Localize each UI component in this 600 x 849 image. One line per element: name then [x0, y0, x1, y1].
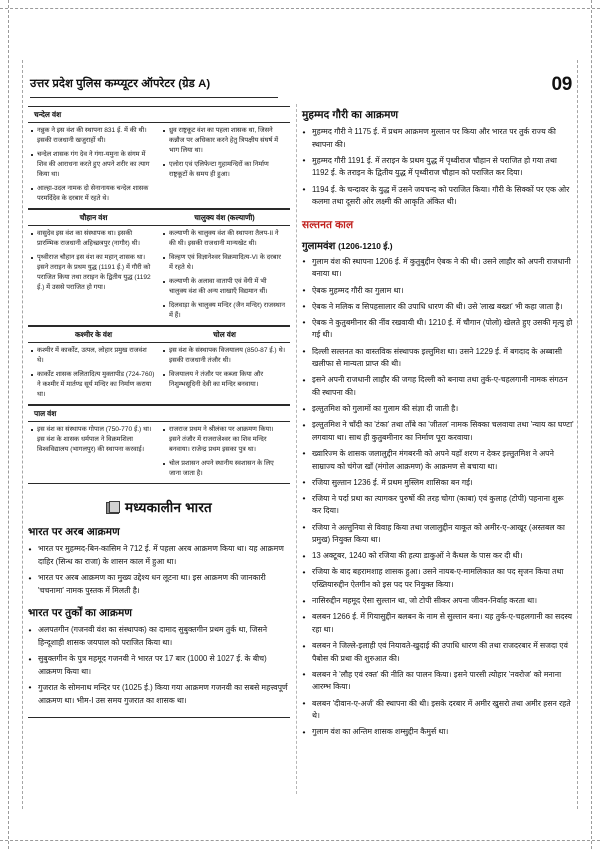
list-item: विजयालय ने तंजौर पर कब्जा किया और निशुम्भसूदिनी देवी का मन्दिर बनवाया। [162, 370, 286, 390]
list-item: कश्मीर में कार्कोट, उत्पल, लोहार प्रमुख राजवंश थे। [30, 346, 155, 366]
right-column [302, 106, 574, 742]
section-heading: भारत पर अरब आक्रमण [28, 526, 120, 539]
table-row [28, 226, 290, 326]
slave-dynasty-years: (1206-1210 ई.) [338, 240, 393, 251]
list-item: • मुहम्मद गौरी 1191 ई. में तराइन के प्रथम युद्ध में पृथ्वीराज चौहान से पराजित हो गया तथा 1192 ई. के तराइन के द्वितीय युद्ध में पृथ्वीराज चौहान को पराजित कर दिया। [302, 155, 574, 180]
section-heading: मुहम्मद गौरी का आक्रमण [302, 109, 399, 121]
list-item: चोल प्रशासन अपने स्थानीय स्वशासन के लिए जाना जाता है। [162, 459, 286, 479]
list-item: • रजिया ने अल्तुनिया से विवाह किया तथा जलालुद्दीन याकूत को अमीर-ए-आखूर (अस्तबल का प्रमुख) नियुक्त किया था। [302, 522, 574, 547]
dynasty-table-pal [28, 405, 290, 484]
list-item: • भारत पर मुहम्मद-बिन-कासिम ने 712 ई. में पहला अरब आक्रमण किया था। यह आक्रमण दाहिर (सिन्ध का राजा) के शासन काल में हुआ था। [28, 543, 290, 568]
list-item: • नासिरुद्दीन महमूद ऐसा सुल्तान था, जो टोपी सीकर अपना जीवन-निर्वाह करता था। [302, 595, 574, 608]
page-number: 09 [551, 74, 572, 95]
banner-title: मध्यकालीन भारत [125, 500, 212, 516]
table-cell-right [159, 123, 290, 209]
list-item: • 1194 ई. के चन्दावर के युद्ध में उसने जयचन्द को पराजित किया। गौरी के सिक्कों पर एक ओर कलमा तथा दूसरी ओर लक्ष्मी की आकृति अंकित थी। [302, 184, 574, 209]
list-item: • सुबुक्तगीन के पुत्र महमूद गजनवी ने भारत पर 17 बार (1000 से 1027 ई. के बीच) आक्रमण किया था। [28, 653, 290, 678]
list-item: • बलबन 1266 ई. में गियासुद्दीन बलबन के नाम से सुल्तान बना। यह तुर्क-ए-चहलगानी का सदस्य रहा था। [302, 611, 574, 636]
cell-bullet-list [162, 126, 286, 180]
table-cell-left [28, 343, 159, 405]
list-item: • गुलाम वंश का अन्तिम शासक शम्सुद्दीन कैमुर्स था। [302, 726, 574, 739]
table-row [28, 343, 290, 405]
page-title: उत्तर प्रदेश पुलिस कम्प्यूटर ऑपरेटर (ग्रेड A) [30, 78, 211, 90]
dynasty-table-kashmir-chola [28, 326, 290, 405]
list-item: कार्कोट शासक ललितादित्य मुक्तापीड (724-760) ने कश्मीर में मार्तण्ड सूर्य मन्दिर का निर्माण कराया था। [30, 370, 155, 400]
cell-bullet-list [162, 229, 286, 321]
column-header: चन्देल वंश [34, 109, 62, 119]
list-item: • रजिया सुल्तान 1236 ई. में प्रथम मुस्लिम शासिका बन गई। [302, 477, 574, 490]
list-item: चन्देल शासक गंग देव ने गंगा-यमुना के संगम में शिव की आराधना करते हुए अपने शरीर का त्याग किया था। [30, 150, 155, 180]
column-header: पाल वंश [34, 408, 57, 418]
list-item: • बलबन 'दीवान-ए-अर्ज' की स्थापना की थी। इसके दरबार में अमीर खुसरो तथा अमीर हसन रहते थे। [302, 698, 574, 723]
list-item: • बलबन ने जिल्ले-इलाही एवं नियावते-खुदाई की उपाधि धारण की तथा राजदरबार में सजदा एवं पैबोस की प्रथा की शुरुआत की। [302, 640, 574, 665]
table-cell-right [159, 422, 290, 484]
trim-mark-right [591, 0, 592, 849]
list-item: आल्हा-उदल नामक दो सेनानायक चन्देल शासक परमर्दिदेव के दरबार में रहते थे। [30, 184, 155, 204]
list-item: • बलबन ने 'लौह एवं रक्त' की नीति का पालन किया। इसने पारसी त्योहार 'नवरोज' को मनाना आरम्भ किया। [302, 669, 574, 694]
list-item: कल्याणी के अलावा वातापी एवं वेंगी में भी चालुक्य वंश की अन्य शाखाएँ विद्यमान थीं। [162, 277, 286, 297]
dynasty-table-chauhan-chalukya [28, 209, 290, 326]
list-item: ध्रुव राष्ट्रकूट वंश का पहला शासक था, जिसने कन्नौज पर अधिकार करने हेतु त्रिपक्षीय संघर्ष में भाग लिया था। [162, 126, 286, 156]
header-underline [30, 97, 278, 98]
list-item: वासुदेव इस वंश का संस्थापक था। इसकी प्रारम्भिक राजधानी अहिच्छत्रपुर (नागौर) थी। [30, 229, 155, 249]
column-divider [296, 104, 297, 794]
table-row [28, 123, 290, 209]
cell-bullet-list [30, 126, 155, 204]
list-item: • इसने अपनी राजधानी लाहौर की जगह दिल्ली को बनाया तथा तुर्क-ए-चहलगानी नामक संगठन की स्थापना की। [302, 374, 574, 399]
table-header-row [28, 107, 290, 123]
table-cell-right [159, 226, 290, 326]
right-prose-sections [302, 108, 574, 209]
table-header-row [28, 406, 290, 422]
list-item: • भारत पर अरब आक्रमण का मुख्य उद्देश्य धन लूटना था। इस आक्रमण की जानकारी 'चचनामा' नामक पुस्तक में मिलती है। [28, 572, 290, 597]
section-bullet-list [302, 126, 574, 209]
list-item: राजराज प्रथम ने श्रीलंका पर आक्रमण किया। इसने तंजौर में राजराजेश्वर का शिव मन्दिर बनवाया। राजेन्द्र प्रथम इसका पुत्र था। [162, 425, 286, 455]
list-item: • मुहम्मद गौरी ने 1175 ई. में प्रथम आक्रमण मुल्तान पर किया और भारत पर तुर्क राज्य की स्थापना की। [302, 126, 574, 151]
table-header-row [28, 327, 290, 343]
sultanate-bullet-list [302, 256, 574, 739]
column-header: चौहान वंश [79, 212, 108, 222]
list-item: • 13 अक्टूबर, 1240 को रजिया की हत्या डाकुओं ने कैथल के पास कर दी थी। [302, 550, 574, 563]
cell-bullet-list [162, 425, 286, 479]
section-bullet-list [28, 624, 290, 707]
book-icon [106, 501, 119, 513]
list-item: • रजिया के बाद बहरामशाह शासक हुआ। उसने नायब-ए-मामलिकात का पद सृजन किया तथा एख्तियारुद्दीन ऐतगीन को इस पद पर नियुक्त किया। [302, 566, 574, 591]
cell-bullet-list [162, 346, 286, 390]
trim-mark-top [0, 8, 600, 9]
list-item: कल्याणी के चालुक्य वंश की स्थापना तैलप-II ने की थी। इसकी राजधानी मान्यखेट थी। [162, 229, 286, 249]
section-banner [28, 498, 290, 516]
list-item: • इल्तुतमिश को गुलामों का गुलाम की संज्ञा दी जाती है। [302, 403, 574, 416]
inner-guide-left [22, 60, 23, 809]
list-item: • ऐबक ने कुतुबमीनार की नींव रखवायी थी। 1210 ई. में चौगान (पोलो) खेलते हुए उसकी मृत्यु हो गई थी। [302, 317, 574, 342]
list-item: • गुजरात के सोमनाथ मन्दिर पर (1025 ई.) किया गया आक्रमण गजनवी का सबसे महत्त्वपूर्ण आक्रमण था। भीम-I उस समय गुजरात का शासक था। [28, 682, 290, 707]
section-heading: भारत पर तुर्कों का आक्रमण [28, 607, 133, 620]
list-item: • रजिया ने पर्दा प्रथा का त्यागकर पुरुषों की तरह चोगा (काबा) एवं कुलाह (टोपी) पहनाना शुरू कर दिया। [302, 493, 574, 518]
list-item: विल्हण एवं विज्ञानेश्वर विक्रमादित्य-VI के दरबार में रहते थे। [162, 253, 286, 273]
slave-dynasty-label: गुलामवंश [302, 240, 336, 252]
inner-guide-right [577, 60, 578, 809]
list-item: इस वंश के संस्थापक विजयालय (850-87 ई.) थे। इसकी राजधानी तंजौर थी। [162, 346, 286, 366]
cell-bullet-list [30, 425, 155, 455]
list-item: पृथ्वीराज चौहान इस वंश का महान् शासक था। इसने तराइन के प्रथम युद्ध (1191 ई.) में गौरी को पराजित किया तथा तराइन के द्वितीय युद्ध (1192 ई.) में उससे पराजित हो गया। [30, 253, 155, 293]
list-item: • ख्वारिज्म के शासक जलालुद्दीन मंगबरनी को अपने यहाँ शरण न देकर इल्तुतमिश ने अपने साम्राज्य को चंगेज खाँ (मंगोल आक्रमण) के आक्रमण से बचाया था। [302, 448, 574, 473]
sultanate-heading: सल्तनत काल [302, 218, 354, 231]
column-header: चालुक्य वंश (कल्याणी) [194, 212, 255, 222]
list-item: इस वंश का संस्थापक गोपाल (750-770 ई.) था। इस वंश के शासक धर्मपाल ने विक्रमशिला विश्वविद्यालय (भागलपुर) की स्थापना करवाई। [30, 425, 155, 455]
dynasty-tables [28, 106, 290, 484]
section-bullet-list [28, 543, 290, 597]
column-header: चोल वंश [213, 329, 236, 339]
cell-bullet-list [30, 346, 155, 400]
list-item: • अलपतगीन (गजनवी वंश का संस्थापक) का दामाद सुबुक्तगीन प्रथम तुर्क था, जिसने हिन्दूशाही शासक जयपाल को पराजित किया था। [28, 624, 290, 649]
list-item: • इल्तुतमिश ने चाँदी का 'टंका' तथा ताँबे का 'जीतल' नामक सिक्का चलवाया तथा 'न्याय का घण्टा' लगवाया था। साथ ही कुतुबमीनार का निर्माण पूरा करवाया। [302, 419, 574, 444]
page-header [30, 76, 572, 102]
cell-bullet-list [30, 229, 155, 293]
left-prose-sections [28, 525, 290, 707]
left-column [28, 106, 290, 718]
list-item: दिलवाड़ा के चालुक्य मन्दिर (जैन मन्दिर) राजस्थान में हैं। [162, 301, 286, 321]
table-cell-left [28, 226, 159, 326]
trim-mark-left [8, 0, 9, 849]
table-row [28, 422, 290, 484]
table-cell-left [28, 422, 159, 484]
list-item: • ऐबक मुहम्मद गौरी का गुलाम था। [302, 285, 574, 298]
column-header: कश्मीर के वंश [74, 329, 113, 339]
list-item: • गुलाम वंश की स्थापना 1206 ई. में कुतुबुद्दीन ऐबक ने की थी। उसने लाहौर को अपनी राजधानी बनाया था। [302, 256, 574, 281]
left-column-bottom-rule [28, 717, 290, 718]
trim-mark-bottom [0, 840, 600, 841]
list-item: • दिल्ली सल्तनत का वास्तविक संस्थापक इल्तुमिश था। उसने 1229 ई. में बगदाद के अब्बासी खलीफा से मान्यता प्राप्त की थी। [302, 346, 574, 371]
slave-dynasty-subheading [302, 238, 574, 252]
dynasty-table-chandel [28, 106, 290, 209]
table-cell-right [159, 343, 290, 405]
table-header-row [28, 210, 290, 226]
table-cell-left [28, 123, 159, 209]
list-item: नन्नुक ने इस वंश की स्थापना 831 ई. में की थी। इसकी राजधानी खजुराहों थी। [30, 126, 155, 146]
list-item: एलोरा एवं एलिफेन्टा गुहामन्दिरों का निर्माण राष्ट्रकूटों के समय ही हुआ। [162, 160, 286, 180]
list-item: • ऐबक ने मलिक व सिपहसालार की उपाधि धारण की थी। उसे 'लाख बख्श' भी कहा जाता है। [302, 301, 574, 314]
